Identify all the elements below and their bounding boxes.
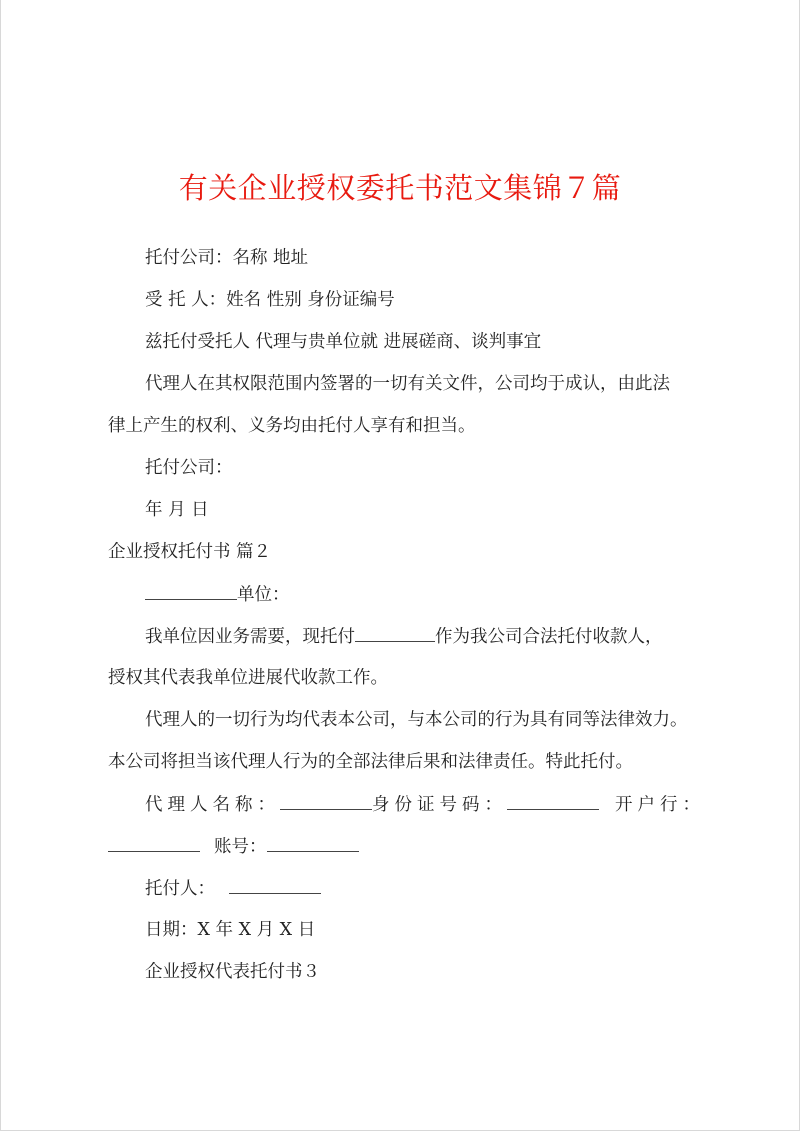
agent-name-label: 代理人名称： <box>145 795 280 815</box>
line-appoint <box>145 623 663 650</box>
line-date-placeholder: 年 月 日 <box>145 500 209 520</box>
unit-label: 单位： <box>237 585 290 605</box>
blank-bank <box>108 833 200 852</box>
line-agent-info <box>145 791 705 818</box>
section-heading-2: 企业授权托付书 篇２ <box>108 542 272 562</box>
line-unit <box>145 581 290 608</box>
id-number-label: 身份证号码： <box>372 795 507 815</box>
line-entrusting-company: 托付公司：名称 地址 <box>145 248 309 268</box>
line-liability: 本公司将担当该代理人行为的全部法律后果和法律责任。特此托付。 <box>108 752 633 772</box>
line-account <box>108 833 359 860</box>
line-trustee: 受 托 人：姓名 性别 身份证编号 <box>145 290 395 310</box>
line-agent-acts: 代理人的一切行为均代表本公司，与本公司的行为具有同等法律效力。 <box>145 710 688 730</box>
blank-id-number <box>507 791 599 810</box>
blank-agent-name <box>280 791 372 810</box>
line-commission: 兹托付受托人 代理与贵单位就 进展磋商、谈判事宜 <box>145 332 542 352</box>
blank-account <box>267 833 359 852</box>
principal-label: 托付人： <box>145 879 215 899</box>
line-authorize-collect: 授权其代表我单位进展代收款工作。 <box>108 668 388 688</box>
line-date: 日期：X 年 X 月 X 日 <box>145 920 316 940</box>
section-heading-3: 企业授权代表托付书３ <box>145 962 320 982</box>
account-label: 账号： <box>214 837 267 857</box>
blank-principal <box>229 875 321 894</box>
line-entrusting-company-sign: 托付公司： <box>145 458 233 478</box>
blank-appointee <box>355 623 435 642</box>
document-title: 有关企业授权委托书范文集锦７篇 <box>178 171 622 205</box>
bank-label: 开户行： <box>615 795 705 815</box>
line-agent-authority-1: 代理人在其权限范围内签署的一切有关文件，公司均于成认，由此法 <box>145 374 670 394</box>
line-agent-authority-2: 律上产生的权利、义务均由托付人享有和担当。 <box>108 416 476 436</box>
line-principal <box>145 875 321 902</box>
appoint-prefix: 我单位因业务需要，现托付 <box>145 627 355 647</box>
appoint-suffix: 作为我公司合法托付收款人， <box>435 627 663 647</box>
blank-unit-name <box>145 581 237 600</box>
